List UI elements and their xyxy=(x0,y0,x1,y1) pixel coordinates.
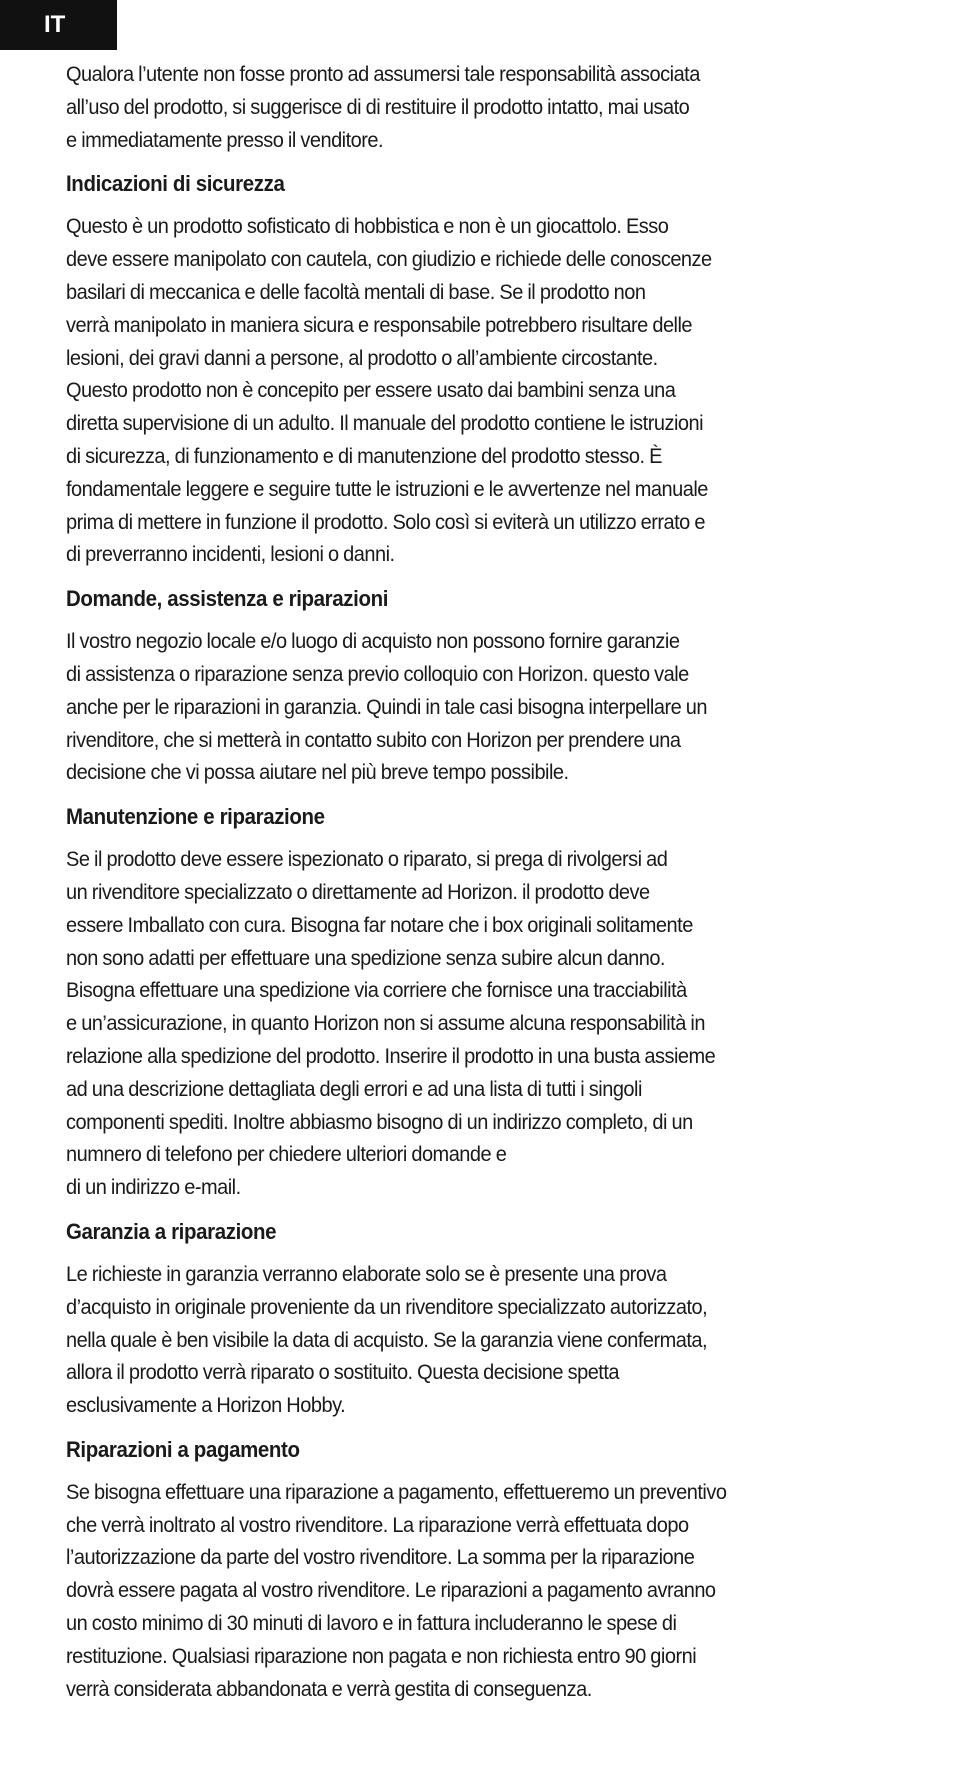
text-line: Il vostro negozio locale e/o luogo di acquisto non possono fornire garanzie xyxy=(66,629,680,654)
text-line: anche per le riparazioni in garanzia. Quindi in tale casi bisogna interpellare un xyxy=(66,694,708,719)
text-line: d’acquisto in originale proveniente da un rivenditore specializzato autorizzato, xyxy=(66,1294,708,1319)
text-line: un costo minimo di 30 minuti di lavoro e in fattura includeranno le spese di xyxy=(66,1611,677,1636)
text-line: fondamentale leggere e seguire tutte le istruzioni e le avvertenze nel manuale xyxy=(66,476,708,501)
text-line: Qualora l’utente non fosse pronto ad assumersi tale responsabilità associata xyxy=(66,62,700,86)
intro-paragraph xyxy=(66,58,916,156)
text-line: esclusivamente a Horizon Hobby. xyxy=(66,1393,346,1418)
section-heading-assistenza: Domande, assistenza e riparazioni xyxy=(66,586,389,612)
section-body-manutenzione xyxy=(66,843,916,1204)
text-line: essere Imballato con cura. Bisogna far notare che i box originali solitamente xyxy=(66,912,693,937)
text-line: Se bisogna effettuare una riparazione a pagamento, effettueremo un preventivo xyxy=(66,1479,727,1504)
text-line: numnero di telefono per chiedere ulteriori domande e xyxy=(66,1142,507,1167)
text-line: Se il prodotto deve essere ispezionato o riparato, si prega di rivolgersi ad xyxy=(66,847,668,872)
language-tab: IT xyxy=(0,0,117,50)
text-line: verrà manipolato in maniera sicura e responsabile potrebbero risultare delle xyxy=(66,312,693,337)
text-line: di sicurezza, di funzionamento e di manutenzione del prodotto stesso. È xyxy=(66,443,662,468)
text-line: Questo è un prodotto sofisticato di hobbistica e non è un giocattolo. Esso xyxy=(66,214,669,239)
text-line: basilari di meccanica e delle facoltà mentali di base. Se il prodotto non xyxy=(66,279,646,304)
section-body-pagamento xyxy=(66,1476,916,1706)
text-line: di assistenza o riparazione senza previo colloquio con Horizon. questo vale xyxy=(66,661,689,686)
section-heading-pagamento: Riparazioni a pagamento xyxy=(66,1436,300,1462)
text-line: dovrà essere pagata al vostro rivenditore. Le riparazioni a pagamento avranno xyxy=(66,1578,716,1603)
text-line: nella quale è ben visibile la data di acquisto. Se la garanzia viene confermata, xyxy=(66,1327,708,1352)
section-heading-manutenzione: Manutenzione e riparazione xyxy=(66,804,325,830)
text-line: allora il prodotto verrà riparato o sostituito. Questa decisione spetta xyxy=(66,1360,620,1385)
text-line: un rivenditore specializzato o direttamente ad Horizon. il prodotto deve xyxy=(66,879,650,904)
text-line: diretta supervisione di un adulto. Il manuale del prodotto contiene le istruzioni xyxy=(66,411,704,436)
text-line: e un’assicurazione, in quanto Horizon non si assume alcuna responsabilità in xyxy=(66,1011,705,1036)
text-line: l’autorizzazione da parte del vostro rivenditore. La somma per la riparazione xyxy=(66,1545,695,1570)
text-line: Le richieste in garanzia verranno elaborate solo se è presente una prova xyxy=(66,1261,667,1286)
text-line: di preverranno incidenti, lesioni o danni. xyxy=(66,542,395,567)
text-line: verrà considerata abbandonata e verrà gestita di conseguenza. xyxy=(66,1676,592,1701)
text-line: decisione che vi possa aiutare nel più breve tempo possibile. xyxy=(66,760,569,785)
page-content xyxy=(66,58,916,1705)
text-line: lesioni, dei gravi danni a persone, al prodotto o all’ambiente circostante. xyxy=(66,345,658,370)
text-line: ad una descrizione dettagliata degli errori e ad una lista di tutti i singoli xyxy=(66,1076,642,1101)
section-body-garanzia xyxy=(66,1258,916,1422)
text-line: di un indirizzo e-mail. xyxy=(66,1175,241,1200)
text-line: relazione alla spedizione del prodotto. Inserire il prodotto in una busta assieme xyxy=(66,1043,716,1068)
text-line: non sono adatti per effettuare una spedizione senza subire alcun danno. xyxy=(66,945,665,970)
text-line: e immediatamente presso il venditore. xyxy=(66,127,384,152)
text-line: prima di mettere in funzione il prodotto. Solo così si eviterà un utilizzo errato e xyxy=(66,509,705,534)
text-line: che verrà inoltrato al vostro rivenditore. La riparazione verrà effettuata dopo xyxy=(66,1512,689,1537)
section-heading-sicurezza: Indicazioni di sicurezza xyxy=(66,171,285,197)
text-line: componenti spediti. Inoltre abbiasmo bisogno di un indirizzo completo, di un xyxy=(66,1109,693,1134)
text-line: Questo prodotto non è concepito per essere usato dai bambini senza una xyxy=(66,378,676,403)
text-line: deve essere manipolato con cautela, con giudizio e richiede delle conoscenze xyxy=(66,247,712,272)
text-line: Bisogna effettuare una spedizione via corriere che fornisce una tracciabilità xyxy=(66,978,687,1003)
section-body-assistenza xyxy=(66,625,916,789)
text-line: restituzione. Qualsiasi riparazione non pagata e non richiesta entro 90 giorni xyxy=(66,1643,697,1668)
section-body-sicurezza xyxy=(66,210,916,571)
text-line: rivenditore, che si metterà in contatto subito con Horizon per prendere una xyxy=(66,727,681,752)
section-heading-garanzia: Garanzia a riparazione xyxy=(66,1218,277,1244)
text-line: all’uso del prodotto, si suggerisce di di restituire il prodotto intatto, mai usato xyxy=(66,94,690,119)
